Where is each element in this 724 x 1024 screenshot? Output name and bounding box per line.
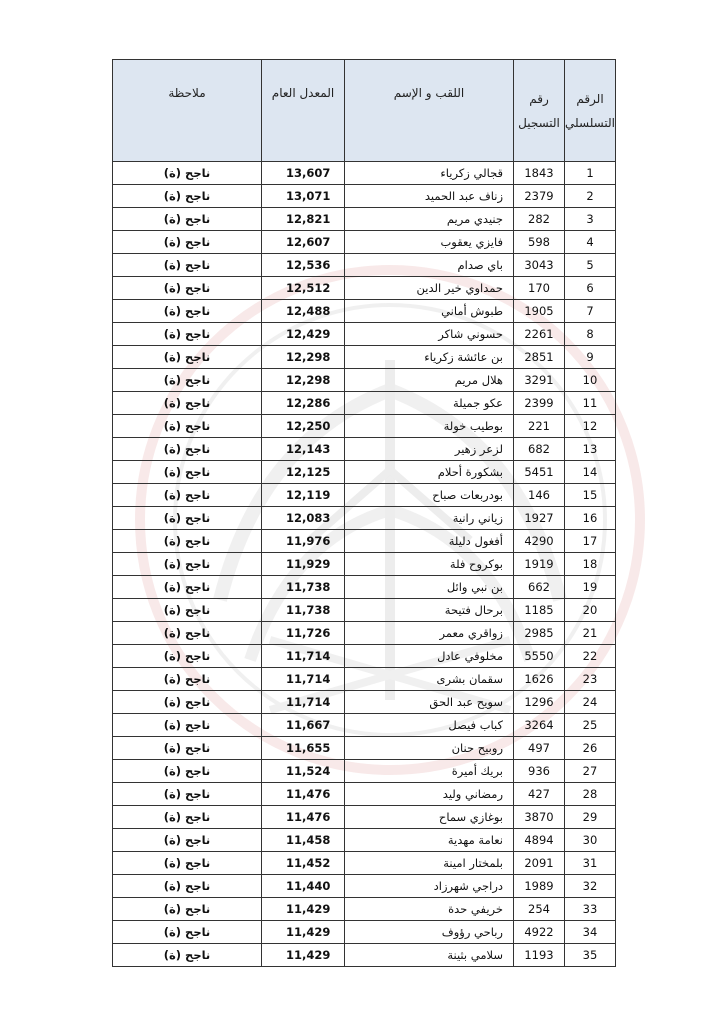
table-row	[113, 599, 616, 622]
cell-serial: 23	[565, 668, 616, 691]
cell-name: بوكروح فلة	[345, 553, 514, 576]
table-row	[113, 415, 616, 438]
cell-average: 11,738	[262, 599, 345, 622]
cell-average: 11,714	[262, 691, 345, 714]
cell-average: 11,476	[262, 806, 345, 829]
table-row	[113, 346, 616, 369]
cell-serial: 26	[565, 737, 616, 760]
cell-serial: 30	[565, 829, 616, 852]
cell-average: 12,119	[262, 484, 345, 507]
cell-average: 11,429	[262, 944, 345, 967]
table-row	[113, 944, 616, 967]
cell-name: قجالي زكرياء	[345, 162, 514, 185]
table-row	[113, 507, 616, 530]
cell-name: رباحي رؤوف	[345, 921, 514, 944]
cell-average: 11,440	[262, 875, 345, 898]
table-row	[113, 484, 616, 507]
cell-note: ناجح (ة)	[113, 369, 262, 392]
table-header-row	[113, 60, 616, 162]
table-row	[113, 668, 616, 691]
cell-serial: 28	[565, 783, 616, 806]
cell-name: بودربعات صباح	[345, 484, 514, 507]
cell-serial: 14	[565, 461, 616, 484]
cell-registration: 1185	[514, 599, 565, 622]
cell-registration: 662	[514, 576, 565, 599]
cell-serial: 22	[565, 645, 616, 668]
cell-name: كباب فيصل	[345, 714, 514, 737]
cell-serial: 31	[565, 852, 616, 875]
cell-name: روبيح حنان	[345, 737, 514, 760]
table-row	[113, 300, 616, 323]
cell-average: 11,452	[262, 852, 345, 875]
cell-note: ناجح (ة)	[113, 392, 262, 415]
cell-average: 12,298	[262, 369, 345, 392]
header-note: ملاحظة	[113, 60, 262, 162]
header-name: اللقب و الإسم	[345, 60, 514, 162]
cell-serial: 25	[565, 714, 616, 737]
table-row	[113, 208, 616, 231]
table-row	[113, 277, 616, 300]
cell-registration: 5550	[514, 645, 565, 668]
cell-average: 12,821	[262, 208, 345, 231]
cell-serial: 3	[565, 208, 616, 231]
table-row	[113, 829, 616, 852]
table-row	[113, 783, 616, 806]
cell-note: ناجح (ة)	[113, 254, 262, 277]
cell-note: ناجح (ة)	[113, 599, 262, 622]
cell-name: حسوني شاكر	[345, 323, 514, 346]
cell-serial: 29	[565, 806, 616, 829]
cell-serial: 7	[565, 300, 616, 323]
cell-note: ناجح (ة)	[113, 530, 262, 553]
cell-registration: 427	[514, 783, 565, 806]
cell-average: 12,488	[262, 300, 345, 323]
cell-name: هلال مريم	[345, 369, 514, 392]
cell-serial: 33	[565, 898, 616, 921]
cell-serial: 12	[565, 415, 616, 438]
cell-note: ناجح (ة)	[113, 645, 262, 668]
cell-registration: 682	[514, 438, 565, 461]
cell-serial: 32	[565, 875, 616, 898]
cell-note: ناجح (ة)	[113, 461, 262, 484]
table-row	[113, 806, 616, 829]
cell-average: 11,524	[262, 760, 345, 783]
cell-note: ناجح (ة)	[113, 622, 262, 645]
cell-note: ناجح (ة)	[113, 829, 262, 852]
cell-serial: 34	[565, 921, 616, 944]
cell-note: ناجح (ة)	[113, 484, 262, 507]
cell-registration: 2261	[514, 323, 565, 346]
cell-registration: 1905	[514, 300, 565, 323]
table-row	[113, 162, 616, 185]
table-row	[113, 576, 616, 599]
cell-registration: 254	[514, 898, 565, 921]
cell-average: 12,429	[262, 323, 345, 346]
header-registration: رقم التسجيل	[514, 60, 565, 162]
cell-average: 12,536	[262, 254, 345, 277]
cell-note: ناجح (ة)	[113, 553, 262, 576]
cell-registration: 2399	[514, 392, 565, 415]
cell-serial: 24	[565, 691, 616, 714]
cell-average: 11,476	[262, 783, 345, 806]
cell-name: زياني رانية	[345, 507, 514, 530]
cell-registration: 2851	[514, 346, 565, 369]
cell-average: 12,298	[262, 346, 345, 369]
table-row	[113, 622, 616, 645]
cell-registration: 2379	[514, 185, 565, 208]
cell-serial: 35	[565, 944, 616, 967]
cell-registration: 4894	[514, 829, 565, 852]
cell-note: ناجح (ة)	[113, 185, 262, 208]
cell-note: ناجح (ة)	[113, 231, 262, 254]
cell-name: طبوش أماني	[345, 300, 514, 323]
cell-name: سقمان بشرى	[345, 668, 514, 691]
cell-name: سويح عبد الحق	[345, 691, 514, 714]
cell-note: ناجح (ة)	[113, 783, 262, 806]
cell-name: باي صدام	[345, 254, 514, 277]
cell-registration: 1989	[514, 875, 565, 898]
cell-average: 12,250	[262, 415, 345, 438]
table-row	[113, 461, 616, 484]
cell-serial: 10	[565, 369, 616, 392]
cell-note: ناجح (ة)	[113, 760, 262, 783]
cell-average: 13,607	[262, 162, 345, 185]
cell-name: نعامة مهدية	[345, 829, 514, 852]
cell-note: ناجح (ة)	[113, 415, 262, 438]
cell-average: 11,655	[262, 737, 345, 760]
cell-serial: 21	[565, 622, 616, 645]
cell-registration: 3870	[514, 806, 565, 829]
cell-note: ناجح (ة)	[113, 576, 262, 599]
cell-average: 11,429	[262, 898, 345, 921]
cell-registration: 170	[514, 277, 565, 300]
table-row	[113, 714, 616, 737]
cell-name: بشكورة أحلام	[345, 461, 514, 484]
cell-note: ناجح (ة)	[113, 277, 262, 300]
cell-registration: 1919	[514, 553, 565, 576]
cell-registration: 4922	[514, 921, 565, 944]
cell-serial: 8	[565, 323, 616, 346]
cell-registration: 2985	[514, 622, 565, 645]
cell-note: ناجح (ة)	[113, 875, 262, 898]
cell-registration: 1927	[514, 507, 565, 530]
cell-average: 11,714	[262, 645, 345, 668]
cell-name: بن نبي وائل	[345, 576, 514, 599]
cell-note: ناجح (ة)	[113, 208, 262, 231]
header-average: المعدل العام	[262, 60, 345, 162]
cell-name: عكو جميلة	[345, 392, 514, 415]
cell-serial: 6	[565, 277, 616, 300]
cell-average: 11,429	[262, 921, 345, 944]
cell-average: 12,125	[262, 461, 345, 484]
cell-name: مخلوفي عادل	[345, 645, 514, 668]
cell-note: ناجح (ة)	[113, 507, 262, 530]
cell-name: برحال فتيحة	[345, 599, 514, 622]
cell-name: بريك أميرة	[345, 760, 514, 783]
table-row	[113, 369, 616, 392]
cell-registration: 936	[514, 760, 565, 783]
cell-registration: 146	[514, 484, 565, 507]
cell-name: بوطيب خولة	[345, 415, 514, 438]
cell-average: 11,458	[262, 829, 345, 852]
cell-name: بلمختار امينة	[345, 852, 514, 875]
cell-registration: 497	[514, 737, 565, 760]
cell-serial: 27	[565, 760, 616, 783]
cell-registration: 3043	[514, 254, 565, 277]
cell-average: 11,976	[262, 530, 345, 553]
cell-note: ناجح (ة)	[113, 737, 262, 760]
cell-registration: 5451	[514, 461, 565, 484]
cell-average: 11,726	[262, 622, 345, 645]
cell-average: 12,286	[262, 392, 345, 415]
cell-name: حمداوي خير الدين	[345, 277, 514, 300]
cell-average: 12,607	[262, 231, 345, 254]
cell-average: 11,738	[262, 576, 345, 599]
cell-serial: 20	[565, 599, 616, 622]
cell-name: خريفي حدة	[345, 898, 514, 921]
cell-average: 12,143	[262, 438, 345, 461]
results-table	[112, 59, 616, 967]
cell-name: سلامي بثينة	[345, 944, 514, 967]
cell-registration: 1193	[514, 944, 565, 967]
table-row	[113, 921, 616, 944]
table-row	[113, 737, 616, 760]
cell-average: 11,667	[262, 714, 345, 737]
table-row	[113, 875, 616, 898]
cell-serial: 1	[565, 162, 616, 185]
cell-registration: 4290	[514, 530, 565, 553]
table-row	[113, 852, 616, 875]
cell-note: ناجح (ة)	[113, 300, 262, 323]
cell-note: ناجح (ة)	[113, 438, 262, 461]
table-row	[113, 760, 616, 783]
cell-registration: 282	[514, 208, 565, 231]
cell-name: فايزي يعقوب	[345, 231, 514, 254]
cell-serial: 4	[565, 231, 616, 254]
cell-registration: 1626	[514, 668, 565, 691]
cell-note: ناجح (ة)	[113, 921, 262, 944]
cell-serial: 9	[565, 346, 616, 369]
cell-name: زواقري معمر	[345, 622, 514, 645]
cell-registration: 221	[514, 415, 565, 438]
cell-serial: 13	[565, 438, 616, 461]
table-row	[113, 392, 616, 415]
cell-note: ناجح (ة)	[113, 162, 262, 185]
cell-name: دراجي شهرزاد	[345, 875, 514, 898]
table-row	[113, 530, 616, 553]
cell-average: 12,512	[262, 277, 345, 300]
cell-note: ناجح (ة)	[113, 852, 262, 875]
cell-name: بن عائشة زكرياء	[345, 346, 514, 369]
cell-name: زناف عبد الحميد	[345, 185, 514, 208]
cell-serial: 11	[565, 392, 616, 415]
table-row	[113, 185, 616, 208]
cell-serial: 17	[565, 530, 616, 553]
table-row	[113, 231, 616, 254]
table-row	[113, 645, 616, 668]
table-row	[113, 254, 616, 277]
cell-serial: 15	[565, 484, 616, 507]
cell-note: ناجح (ة)	[113, 323, 262, 346]
table-row	[113, 898, 616, 921]
cell-note: ناجح (ة)	[113, 691, 262, 714]
header-serial: الرقم التسلسلي	[565, 60, 616, 162]
cell-name: أفغول دليلة	[345, 530, 514, 553]
cell-note: ناجح (ة)	[113, 806, 262, 829]
cell-registration: 3291	[514, 369, 565, 392]
cell-registration: 1843	[514, 162, 565, 185]
cell-serial: 18	[565, 553, 616, 576]
cell-note: ناجح (ة)	[113, 714, 262, 737]
table-row	[113, 323, 616, 346]
cell-serial: 19	[565, 576, 616, 599]
cell-average: 11,714	[262, 668, 345, 691]
cell-serial: 5	[565, 254, 616, 277]
cell-average: 11,929	[262, 553, 345, 576]
table-row	[113, 691, 616, 714]
table-row	[113, 553, 616, 576]
table-row	[113, 438, 616, 461]
cell-name: جنيدي مريم	[345, 208, 514, 231]
cell-average: 13,071	[262, 185, 345, 208]
cell-name: بوغازي سماح	[345, 806, 514, 829]
cell-serial: 16	[565, 507, 616, 530]
cell-registration: 598	[514, 231, 565, 254]
cell-note: ناجح (ة)	[113, 944, 262, 967]
cell-average: 12,083	[262, 507, 345, 530]
cell-registration: 2091	[514, 852, 565, 875]
cell-serial: 2	[565, 185, 616, 208]
cell-name: لزعر زهير	[345, 438, 514, 461]
cell-note: ناجح (ة)	[113, 898, 262, 921]
cell-note: ناجح (ة)	[113, 668, 262, 691]
cell-registration: 1296	[514, 691, 565, 714]
cell-name: رمضاني وليد	[345, 783, 514, 806]
cell-registration: 3264	[514, 714, 565, 737]
cell-note: ناجح (ة)	[113, 346, 262, 369]
